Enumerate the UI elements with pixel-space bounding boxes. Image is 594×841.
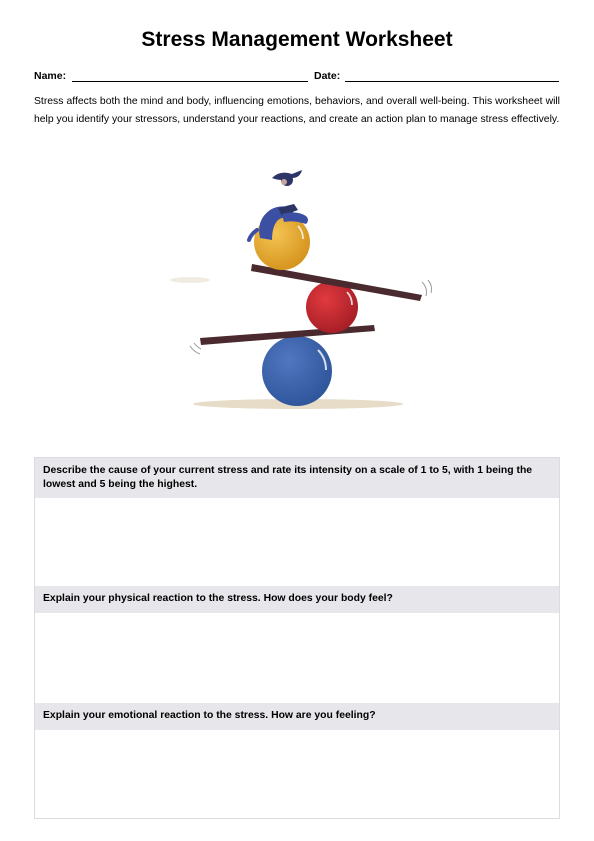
questions-table (34, 457, 560, 819)
name-label: Name: (34, 70, 67, 82)
date-label: Date: (314, 70, 341, 82)
date-field[interactable] (345, 81, 559, 82)
blue-ball (262, 336, 332, 406)
page-title: Stress Management Worksheet (141, 28, 453, 51)
intro-paragraph: Stress affects both the mind and body, influencing emotions, behaviors, and overall well-being. This worksheet will help you identify your stressors, understand your reactions, and create an action plan to manage stress effectively. (34, 96, 560, 125)
answer-2-box[interactable] (35, 613, 559, 703)
answer-1-box[interactable] (35, 498, 559, 586)
info-fields (34, 70, 560, 84)
question-2-prompt: Explain your physical reaction to the stress. How does your body feel? (35, 586, 559, 613)
red-ball (306, 281, 358, 333)
answer-3-box[interactable] (35, 730, 559, 818)
name-field[interactable] (72, 81, 308, 82)
question-1-prompt: Describe the cause of your current stress and rate its intensity on a scale of 1 to 5, with 1 being the lowest and 5 being the highest. (35, 458, 559, 498)
balance-illustration (160, 160, 440, 420)
question-3-prompt: Explain your emotional reaction to the stress. How are you feeling? (35, 703, 559, 730)
